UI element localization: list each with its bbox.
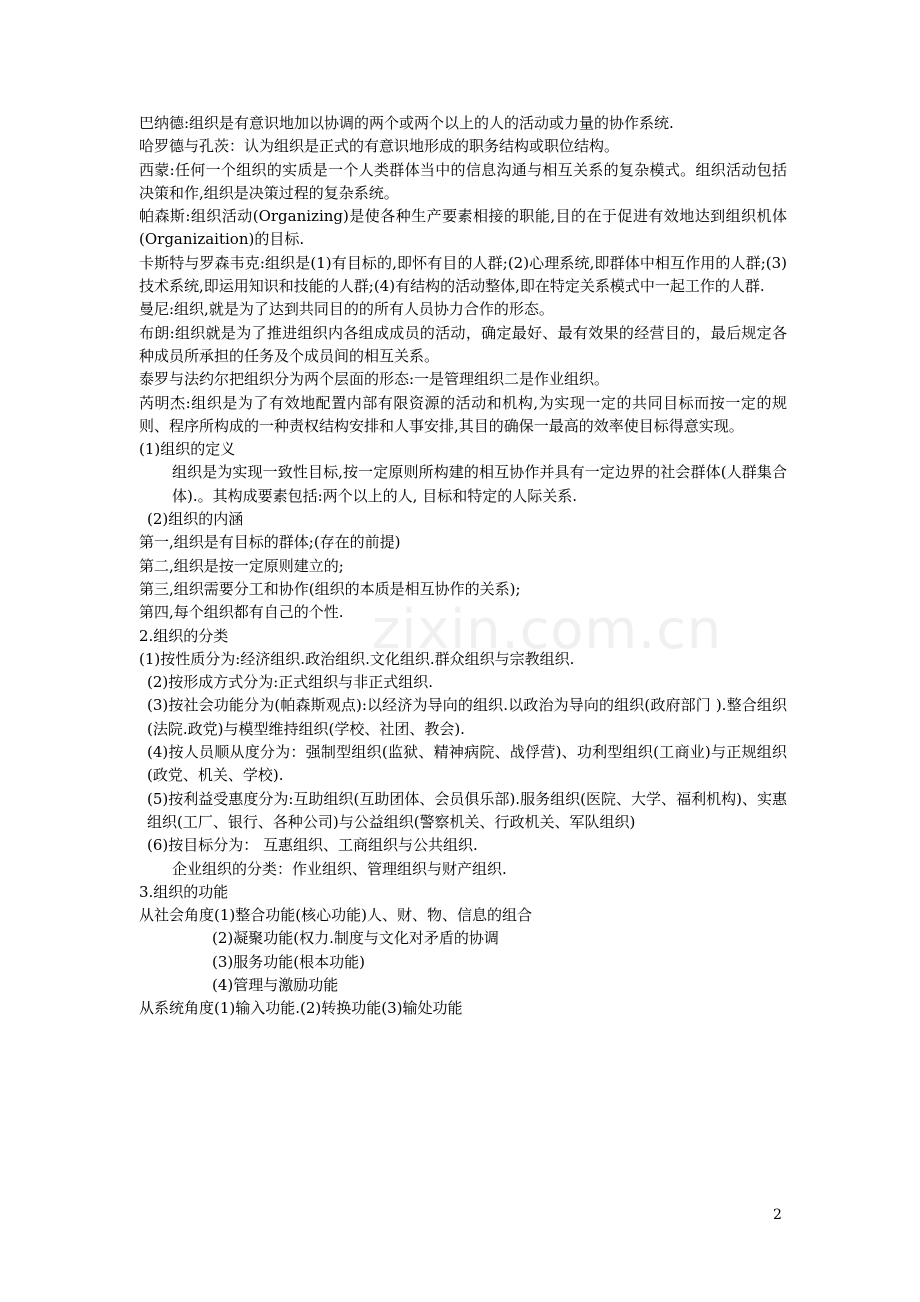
heading-connotation: (2)组织的内涵	[147, 510, 244, 529]
heading-functions: 3.组织的功能	[139, 882, 229, 901]
connotation-item-1: 第一,组织是有目标的群体;(存在的前提)	[139, 533, 401, 552]
definition-rui-mingjie: 芮明杰:组织是为了有效地配置内部有限资源的活动和机构,为实现一定的共同目标而按一定的规则、程序所构成的一种责权结构安排和人事安排,其目的确保一最高的效率使目标得意实现。	[139, 393, 787, 435]
classification-item-3: (3)按社会功能分为(帕森斯观点):以经济为导向的组织.以政治为导向的组织(政府部门 ).整合组织(法院.政党)与模型维持组织(学校、社团、教会).	[147, 696, 787, 738]
heading-definition: (1)组织的定义	[139, 440, 236, 459]
definition-taylor-fayol: 泰罗与法约尔把组织分为两个层面的形态:一是管理组织二是作业组织。	[139, 370, 610, 389]
watermark: zixin.com.cn	[372, 598, 723, 661]
definition-harold-koontz: 哈罗德与孔茨：认为组织是正式的有意识地形成的职务结构或职位结构。	[139, 137, 620, 156]
heading-classification: 2.组织的分类	[139, 626, 229, 645]
function-system: 从系统角度(1)输入功能.(2)转换功能(3)输处功能	[139, 999, 463, 1018]
function-social-3: (3)服务功能(根本功能)	[212, 952, 365, 971]
definition-mooney: 曼尼:组织,就是为了达到共同目的的所有人员协力合作的形态。	[139, 300, 554, 319]
connotation-item-3: 第三,组织需要分工和协作(组织的本质是相互协作的关系);	[139, 579, 521, 598]
classification-item-2: (2)按形成方式分为:正式组织与非正式组织.	[147, 673, 434, 692]
function-social-2: (2)凝聚功能(权力.制度与文化对矛盾的协调	[212, 929, 499, 948]
definition-parsons: 帕森斯:组织活动(Organizing)是使各种生产要素相接的职能,目的在于促进有效地达到组织机体(Organizaition)的目标.	[139, 207, 787, 249]
definition-brown: 布朗:组织就是为了推进组织内各组成成员的活动，确定最好、最有效果的经营目的，最后规定各种成员所承担的任务及个成员间的相互关系。	[139, 323, 787, 365]
definition-paragraph: 组织是为实现一致性目标,按一定原则所构建的相互协作并具有一定边界的社会群体(人群集合体).。其构成要素包括:两个以上的人, 目标和特定的人际关系.	[172, 463, 787, 505]
function-social-1: 从社会角度(1)整合功能(核心功能)人、财、物、信息的组合	[139, 906, 532, 925]
classification-item-1: (1)按性质分为:经济组织.政治组织.文化组织.群众组织与宗教组织.	[139, 649, 575, 668]
definition-simon: 西蒙:任何一个组织的实质是一个人类群体当中的信息沟通与相互关系的复杂模式。组织活动包括决策和作,组织是决策过程的复杂系统。	[139, 160, 787, 202]
document-body	[139, 112, 787, 1021]
function-social-4: (4)管理与激励功能	[212, 975, 339, 994]
enterprise-classification: 企业组织的分类：作业组织、管理组织与财产组织.	[172, 859, 507, 878]
classification-item-5: (5)按利益受惠度分为:互助组织(互助团体、会员俱乐部).服务组织(医院、大学、福利机构)、实惠组织(工厂、银行、各种公司)与公益组织(警察机关、行政机关、军队组织)	[147, 789, 787, 831]
definition-kast-rosenzweig: 卡斯特与罗森韦克:组织是(1)有目标的,即怀有目的人群;(2)心理系统,即群体中相互作用的人群;(3)技术系统,即运用知识和技能的人群;(4)有结构的活动整体,即在特定关系模式中一起工作的人群.	[139, 253, 787, 296]
connotation-item-4: 第四,每个组织都有自己的个性.	[139, 603, 344, 622]
page-number: 2	[773, 1207, 782, 1223]
classification-item-4: (4)按人员顺从度分为：强制型组织(监狱、精神病院、战俘营)、功利型组织(工商业)与正规组织(政党、机关、学校).	[147, 743, 787, 785]
connotation-item-2: 第二,组织是按一定原则建立的;	[139, 556, 344, 575]
definition-barnard: 巴纳德:组织是有意识地加以协调的两个或两个以上的人的活动或力量的协作系统.	[139, 114, 674, 132]
classification-item-6: (6)按目标分为： 互惠组织、工商组织与公共组织.	[147, 836, 478, 855]
